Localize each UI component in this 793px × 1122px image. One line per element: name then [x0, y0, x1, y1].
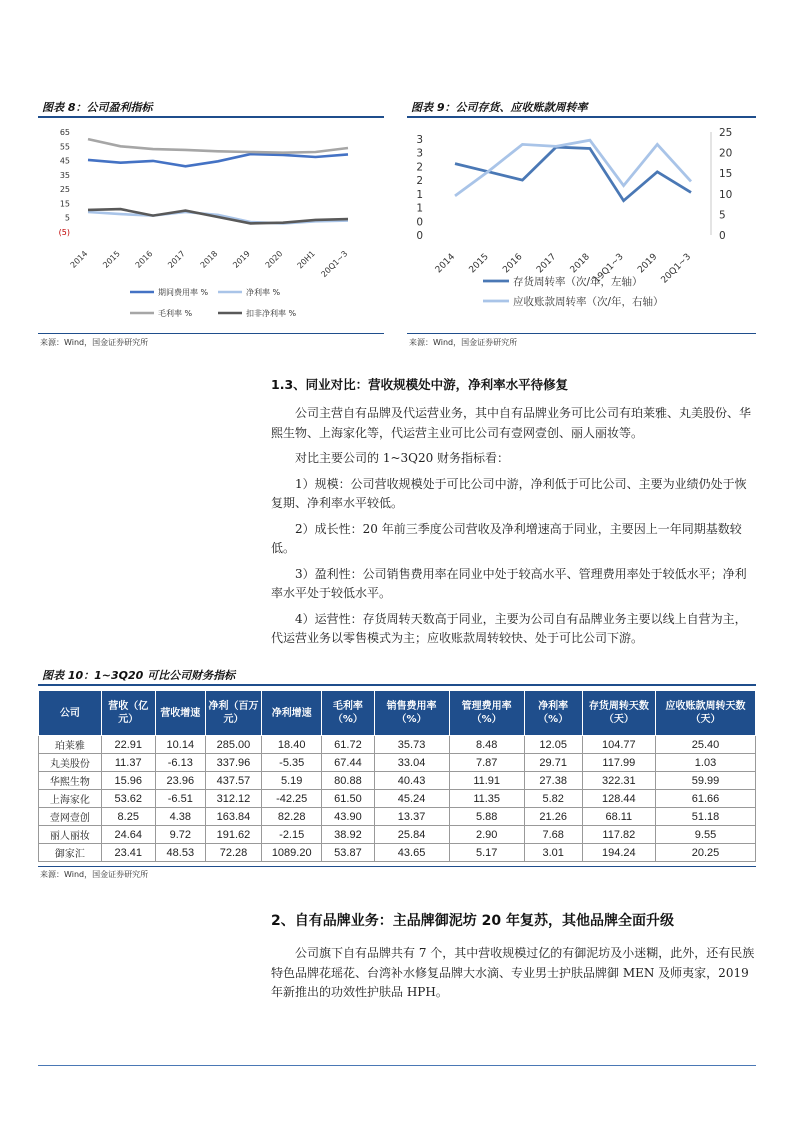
value-cell: 285.00: [205, 736, 261, 754]
fig9-top-rule: [407, 116, 756, 118]
col-header: 毛利率（%）: [322, 691, 374, 736]
value-cell: 38.92: [322, 826, 374, 844]
value-cell: -6.51: [155, 790, 205, 808]
value-cell: 3.01: [524, 844, 582, 862]
x-tick-label: 2018: [568, 252, 592, 276]
x-tick-label: 20Q1~3: [319, 249, 350, 280]
value-cell: 22.91: [101, 736, 155, 754]
section-1-3-heading: 1.3、同业对比：营收规模处中游，净利率水平待修复: [271, 377, 569, 392]
col-header: 净利（百万元）: [205, 691, 261, 736]
x-tick-label: 2017: [166, 249, 187, 270]
table-row: [39, 754, 756, 772]
value-cell: 33.04: [374, 754, 449, 772]
legend-label: 净利率 %: [246, 288, 281, 297]
value-cell: 1.03: [656, 754, 756, 772]
x-tick-label: 2018: [198, 249, 220, 270]
value-cell: 191.62: [205, 826, 261, 844]
value-cell: 312.12: [205, 790, 261, 808]
value-cell: 45.24: [374, 790, 449, 808]
x-tick-label: 2016: [501, 252, 525, 276]
legend-label: 应收账款周转率（次/年，右轴）: [513, 296, 664, 308]
company-name-cell: 上海家化: [39, 790, 102, 808]
value-cell: -5.35: [262, 754, 322, 772]
col-header: 营收（亿元）: [101, 691, 155, 736]
company-name-cell: 丸美股份: [39, 754, 102, 772]
paragraph: 4）运营性：存货周转天数高于同业，主要为公司自有品牌业务主要以线上自营为主，代运营业务以零售模式为主；应收账款周转较快、处于可比公司下游。: [271, 611, 747, 645]
x-tick-label: 2019: [636, 252, 660, 276]
y-right-tick-label: 15: [719, 168, 733, 181]
y-tick-label: (5): [58, 228, 70, 237]
value-cell: 72.28: [205, 844, 261, 862]
company-name-cell: 珀莱雅: [39, 736, 102, 754]
x-tick-label: 2019: [231, 249, 252, 270]
y-right-tick-label: 25: [719, 127, 733, 139]
table-row: [39, 844, 756, 862]
y-tick-label: 5: [64, 213, 70, 223]
value-cell: -6.13: [155, 754, 205, 772]
y-tick-label: 25: [59, 185, 70, 195]
value-cell: 117.99: [582, 754, 655, 772]
table-row: [39, 790, 756, 808]
value-cell: 11.35: [449, 790, 524, 808]
value-cell: 322.31: [582, 772, 655, 790]
value-cell: 35.73: [374, 736, 449, 754]
company-name-cell: 华熙生物: [39, 772, 102, 790]
value-cell: 15.96: [101, 772, 155, 790]
value-cell: 7.68: [524, 826, 582, 844]
value-cell: -2.15: [262, 826, 322, 844]
value-cell: 9.55: [656, 826, 756, 844]
company-name-cell: 丽人丽妆: [39, 826, 102, 844]
fig8-top-rule: [38, 116, 384, 118]
legend-label: 扣非净利率 %: [246, 309, 297, 318]
value-cell: 20.25: [656, 844, 756, 862]
value-cell: 5.88: [449, 808, 524, 826]
fig8-chart: [38, 120, 384, 332]
col-header: 营收增速: [155, 691, 205, 736]
value-cell: 1089.20: [262, 844, 322, 862]
y-left-tick-label: 1: [416, 202, 423, 215]
fig8-title: 图表 8：公司盈利指标: [42, 101, 153, 114]
x-tick-label: 2014: [68, 249, 90, 270]
value-cell: 9.72: [155, 826, 205, 844]
y-tick-label: 35: [59, 170, 70, 180]
x-tick-label: 2014: [433, 252, 458, 276]
value-cell: 18.40: [262, 736, 322, 754]
value-cell: 43.90: [322, 808, 374, 826]
y-tick-label: 55: [59, 142, 70, 152]
fig9-title: 图表 9：公司存货、应收账款周转率: [411, 101, 588, 114]
fig8-bottom-rule: [38, 333, 384, 334]
value-cell: 25.84: [374, 826, 449, 844]
value-cell: 27.38: [524, 772, 582, 790]
value-cell: 23.41: [101, 844, 155, 862]
value-cell: 337.96: [205, 754, 261, 772]
value-cell: 11.37: [101, 754, 155, 772]
value-cell: 40.43: [374, 772, 449, 790]
section-1-3-body: [271, 404, 755, 655]
value-cell: 10.14: [155, 736, 205, 754]
fig10-bottom-rule: [38, 866, 756, 867]
value-cell: 5.82: [524, 790, 582, 808]
series-line-4: [88, 209, 348, 223]
paragraph: 1）规模：公司营收规模处于可比公司中游，净利低于可比公司、主要为业绩仍处于恢复期、净利率水平较低。: [271, 476, 747, 510]
value-cell: 117.82: [582, 826, 655, 844]
fig9-bottom-rule: [407, 333, 756, 334]
series-line-1: [455, 147, 691, 201]
value-cell: 8.25: [101, 808, 155, 826]
x-tick-label: 2016: [133, 249, 155, 270]
value-cell: 5.19: [262, 772, 322, 790]
x-tick-label: 19Q1~3: [592, 252, 626, 286]
fig8-source: 来源：Wind，国金证券研究所: [40, 338, 149, 347]
value-cell: 4.38: [155, 808, 205, 826]
table-header-row: [39, 691, 756, 736]
series-line-3: [88, 139, 348, 153]
x-tick-label: 20H1: [295, 249, 317, 271]
value-cell: 11.91: [449, 772, 524, 790]
col-header: 应收账款周转天数（天）: [656, 691, 756, 736]
y-right-tick-label: 20: [719, 147, 733, 160]
legend-label: 存货周转率（次/年，左轴）: [513, 276, 643, 288]
value-cell: 24.64: [101, 826, 155, 844]
y-left-tick-label: 0: [416, 230, 423, 242]
value-cell: 2.90: [449, 826, 524, 844]
value-cell: 61.50: [322, 790, 374, 808]
value-cell: 68.11: [582, 808, 655, 826]
series-line-1: [88, 154, 348, 166]
value-cell: 12.05: [524, 736, 582, 754]
value-cell: 80.88: [322, 772, 374, 790]
value-cell: 23.96: [155, 772, 205, 790]
table-row: [39, 808, 756, 826]
value-cell: 7.87: [449, 754, 524, 772]
value-cell: 53.87: [322, 844, 374, 862]
value-cell: 104.77: [582, 736, 655, 754]
table-row: [39, 736, 756, 754]
value-cell: 437.57: [205, 772, 261, 790]
paragraph: 3）盈利性：公司销售费用率在同业中处于较高水平、管理费用率处于较低水平；净利率水平处于较低水平。: [271, 566, 747, 600]
value-cell: 82.28: [262, 808, 322, 826]
section-2-heading: 2、自有品牌业务：主品牌御泥坊 20 年复苏，其他品牌全面升级: [271, 913, 674, 929]
y-left-tick-label: 3: [416, 133, 423, 146]
fig9-source: 来源：Wind，国金证券研究所: [409, 338, 518, 347]
value-cell: 53.62: [101, 790, 155, 808]
section-2-body: [271, 944, 755, 1009]
y-left-tick-label: 1: [416, 188, 423, 201]
table-row: [39, 772, 756, 790]
value-cell: 163.84: [205, 808, 261, 826]
x-tick-label: 2020: [263, 249, 285, 270]
paragraph: 对比主要公司的 1~3Q20 财务指标看：: [295, 451, 510, 465]
value-cell: 48.53: [155, 844, 205, 862]
col-header: 存货周转天数（天）: [582, 691, 655, 736]
value-cell: 25.40: [656, 736, 756, 754]
y-left-tick-label: 0: [416, 216, 423, 229]
company-name-cell: 壹网壹创: [39, 808, 102, 826]
col-header: 净利率（%）: [524, 691, 582, 736]
fig10-title: 图表 10：1~3Q20 可比公司财务指标: [42, 669, 236, 682]
legend-label: 毛利率 %: [158, 309, 193, 318]
company-name-cell: 御家汇: [39, 844, 102, 862]
fig10-source: 来源：Wind，国金证券研究所: [40, 870, 149, 879]
y-left-tick-label: 3: [416, 147, 423, 160]
paragraph: 公司主营自有品牌及代运营业务，其中自有品牌业务可比公司有珀莱雅、丸美股份、华熙生物、上海家化等，代运营主业可比公司有壹网壹创、丽人丽妆等。: [271, 406, 752, 440]
value-cell: 29.71: [524, 754, 582, 772]
footer-rule: [38, 1065, 756, 1066]
col-header: 净利增速: [262, 691, 322, 736]
paragraph: 2）成长性：20 年前三季度公司营收及净利增速高于同业，主要因上一年同期基数较低。: [271, 521, 742, 555]
col-header: 销售费用率（%）: [374, 691, 449, 736]
col-header: 管理费用率（%）: [449, 691, 524, 736]
legend-label: 期间费用率 %: [158, 288, 209, 297]
value-cell: 43.65: [374, 844, 449, 862]
table-row: [39, 826, 756, 844]
fig9-chart: [407, 120, 756, 332]
y-right-tick-label: 0: [719, 230, 726, 242]
value-cell: 13.37: [374, 808, 449, 826]
financial-comparison-table: [38, 690, 756, 862]
x-tick-label: 20Q1~3: [659, 252, 694, 286]
value-cell: 21.26: [524, 808, 582, 826]
value-cell: 194.24: [582, 844, 655, 862]
value-cell: 128.44: [582, 790, 655, 808]
x-tick-label: 2015: [101, 249, 122, 270]
fig10-top-rule: [38, 684, 756, 686]
y-tick-label: 65: [59, 128, 70, 137]
paragraph: 公司旗下自有品牌共有 7 个，其中营收规模过亿的有御泥坊及小迷糊，此外，还有民族特色品牌花瑶花、台湾补水修复品牌大水滴、专业男士护肤品牌御 MEN 及师夷家，2019 年新推出的功效性护肤品 HPH。: [271, 946, 755, 999]
x-tick-label: 2015: [467, 252, 491, 276]
y-left-tick-label: 2: [416, 161, 423, 174]
value-cell: 5.17: [449, 844, 524, 862]
value-cell: 67.44: [322, 754, 374, 772]
y-right-tick-label: 5: [719, 209, 726, 222]
value-cell: 51.18: [656, 808, 756, 826]
y-tick-label: 45: [59, 156, 70, 166]
value-cell: -42.25: [262, 790, 322, 808]
col-header: 公司: [39, 691, 102, 736]
y-left-tick-label: 2: [416, 175, 423, 188]
value-cell: 59.99: [656, 772, 756, 790]
value-cell: 61.66: [656, 790, 756, 808]
x-tick-label: 2017: [534, 252, 559, 276]
value-cell: 61.72: [322, 736, 374, 754]
value-cell: 8.48: [449, 736, 524, 754]
y-tick-label: 15: [59, 199, 70, 209]
y-right-tick-label: 10: [719, 188, 733, 201]
